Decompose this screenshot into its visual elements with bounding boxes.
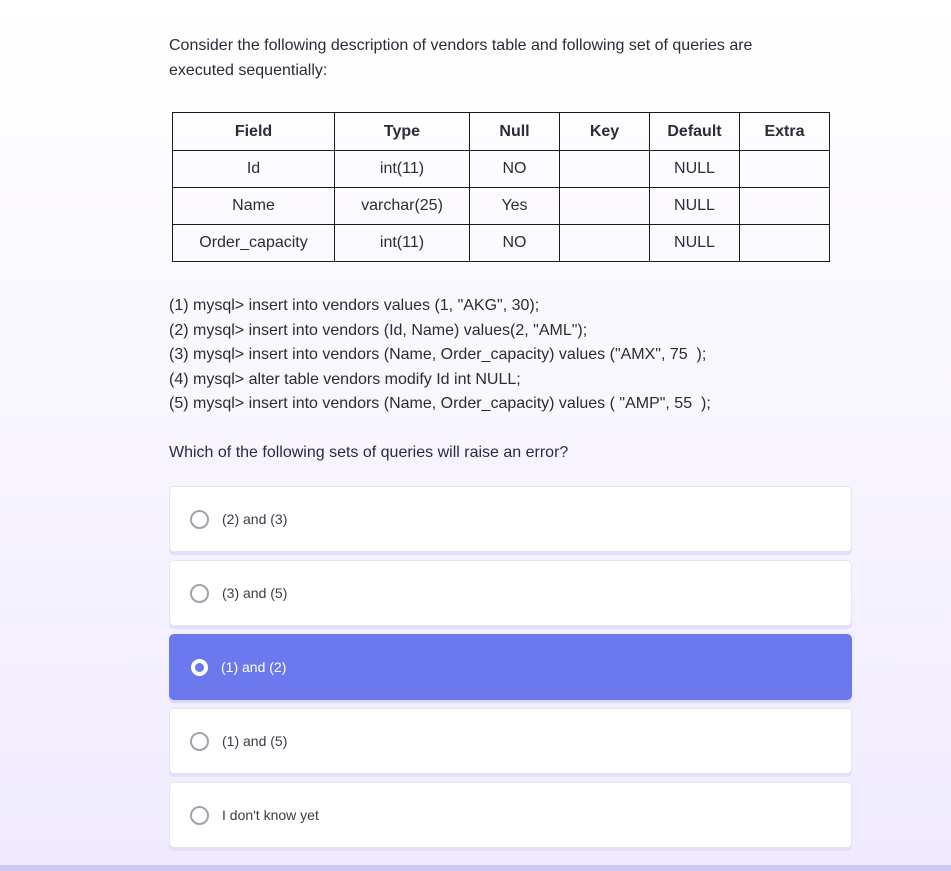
- cell-type: int(11): [335, 151, 470, 188]
- option-1-and-2[interactable]: [169, 634, 852, 700]
- header-type: Type: [335, 113, 470, 151]
- cell-null: Yes: [470, 188, 560, 225]
- cell-field: Id: [173, 151, 335, 188]
- option-3-and-5[interactable]: [169, 560, 852, 626]
- option-label: (2) and (3): [222, 511, 288, 527]
- option-label: I don't know yet: [222, 807, 319, 823]
- cell-type: varchar(25): [335, 188, 470, 225]
- cell-extra: [740, 151, 830, 188]
- header-null: Null: [470, 113, 560, 151]
- query-4: (4) mysql> alter table vendors modify Id int NULL;: [169, 370, 521, 388]
- question-text: [169, 33, 809, 83]
- header-extra: Extra: [740, 113, 830, 151]
- radio-circle-icon[interactable]: [190, 584, 209, 603]
- cell-key: [560, 188, 650, 225]
- cell-extra: [740, 225, 830, 262]
- radio-circle-icon[interactable]: [190, 806, 209, 825]
- option-label: (3) and (5): [222, 585, 288, 601]
- cell-null: NO: [470, 225, 560, 262]
- cell-null: NO: [470, 151, 560, 188]
- query-5: (5) mysql> insert into vendors (Name, Order_capacity) values ( "AMP", 55 );: [169, 395, 711, 412]
- cell-key: [560, 151, 650, 188]
- header-key: Key: [560, 113, 650, 151]
- cell-extra: [740, 188, 830, 225]
- table-row: [173, 225, 830, 262]
- cell-field: Name: [173, 188, 335, 225]
- answer-options: [169, 486, 852, 856]
- radio-circle-icon[interactable]: [190, 510, 209, 529]
- option-1-and-5[interactable]: [169, 708, 852, 774]
- cell-default: NULL: [650, 225, 740, 262]
- query-3: (3) mysql> insert into vendors (Name, Order_capacity) values ("AMX", 75 );: [169, 346, 707, 363]
- cell-key: [560, 225, 650, 262]
- option-label: (1) and (5): [222, 733, 288, 749]
- option-2-and-3[interactable]: [169, 486, 852, 552]
- query-1: (1) mysql> insert into vendors values (1, "AKG", 30);: [169, 297, 540, 314]
- query-2: (2) mysql> insert into vendors (Id, Name) values(2, "AML");: [169, 321, 588, 339]
- answer-prompt: Which of the following sets of queries will raise an error?: [169, 444, 569, 461]
- cell-type: int(11): [335, 225, 470, 262]
- radio-selected-icon[interactable]: [191, 659, 208, 676]
- question-line-2: executed sequentially:: [169, 62, 328, 79]
- question-line-1: Consider the following description of vendors table and following set of queries are: [169, 37, 753, 54]
- cell-field: Order_capacity: [173, 225, 335, 262]
- radio-circle-icon[interactable]: [190, 732, 209, 751]
- table-row: [173, 151, 830, 188]
- cell-default: NULL: [650, 188, 740, 225]
- header-field: Field: [173, 113, 335, 151]
- option-dont-know[interactable]: [169, 782, 852, 848]
- query-list: [169, 294, 869, 417]
- vendors-description-table: [172, 112, 830, 262]
- header-default: Default: [650, 113, 740, 151]
- bottom-bar: [0, 865, 951, 871]
- option-label: (1) and (2): [221, 659, 287, 675]
- table-row: [173, 188, 830, 225]
- table-header-row: [173, 113, 830, 151]
- cell-default: NULL: [650, 151, 740, 188]
